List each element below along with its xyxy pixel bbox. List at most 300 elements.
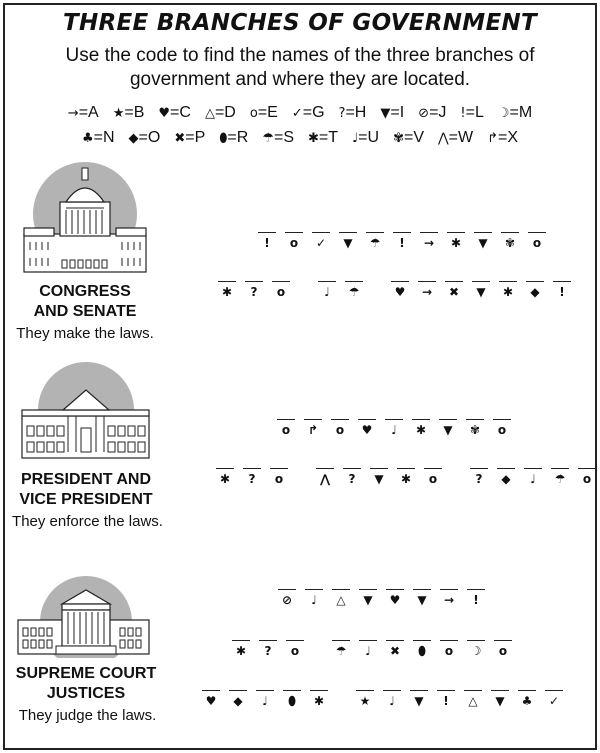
answer-line [386,589,404,590]
cipher-symbol: ◆ [233,694,243,708]
letter-blank[interactable] [386,589,404,606]
letter-blank[interactable] [243,468,261,485]
letter-blank[interactable] [424,468,442,485]
cipher-symbol: ? [250,285,258,299]
answer-line [526,281,544,282]
letter-blank[interactable] [245,281,263,298]
code-key-entry [438,129,473,147]
puzzle-row [202,690,563,707]
cipher-symbol: ! [443,694,449,708]
answer-line [258,232,276,233]
letter-blank[interactable] [305,589,323,606]
cipher-symbol: o [335,423,345,437]
answer-line [278,589,296,590]
cipher-symbol: △ [468,694,478,708]
code-symbol: ! [460,106,466,121]
puzzle-row [278,589,485,606]
cipher-symbol: o [276,285,286,299]
code-key-entry [393,129,424,147]
code-letter: =G [302,104,325,121]
letter-blank[interactable] [216,468,234,485]
code-letter: =S [273,129,294,146]
answer-line [218,281,236,282]
section-1-note: They make the laws. [16,325,154,342]
section-2-title-line1: PRESIDENT AND [20,471,152,488]
answer-line [501,232,519,233]
code-key-entry [158,104,191,122]
code-letter: =L [465,104,484,121]
answer-line [216,468,234,469]
cipher-symbol: ♩ [324,285,330,299]
answer-line [305,589,323,590]
letter-blank[interactable] [286,640,304,657]
letter-blank[interactable] [318,281,336,298]
answer-line [345,281,363,282]
letter-blank[interactable] [494,640,512,657]
puzzle-row [258,232,546,249]
cipher-symbol: o [274,472,284,486]
code-key-entry [205,104,236,122]
code-letter: =T [318,129,339,146]
letter-blank[interactable] [331,419,349,436]
cipher-symbol: o [289,236,299,250]
cipher-symbol: ♩ [262,694,268,708]
cipher-symbol: ☂ [554,472,566,486]
cipher-symbol: ♥ [394,285,406,299]
letter-blank[interactable] [551,468,569,485]
answer-line [467,589,485,590]
word-gap [297,468,307,485]
supreme-court-building-icon [16,576,151,658]
code-symbol: ✱ [307,131,319,146]
cipher-symbol: ▼ [476,285,486,299]
letter-blank[interactable] [370,468,388,485]
letter-blank[interactable] [501,232,519,249]
cipher-symbol: ? [264,644,272,658]
cipher-symbol: ✱ [221,285,233,299]
cipher-symbol: ▼ [343,236,353,250]
code-symbol: ♣ [81,131,94,146]
code-key-entry [460,104,483,122]
letter-blank[interactable] [493,419,511,436]
letter-blank[interactable] [339,232,357,249]
answer-line [528,232,546,233]
answer-line [418,281,436,282]
answer-line [413,640,431,641]
cipher-symbol: o [582,472,592,486]
answer-line [270,468,288,469]
cipher-symbol: ⊘ [281,593,293,607]
code-letter: =N [93,129,115,146]
cipher-symbol: ▼ [363,593,373,607]
cipher-symbol: ♩ [365,644,371,658]
cipher-symbol: ✖ [389,644,401,658]
code-key-entry [174,129,205,147]
section-2-title-line2: VICE PRESIDENT [19,491,153,508]
cipher-symbol: △ [336,593,346,607]
letter-blank[interactable] [218,281,236,298]
answer-line [578,468,596,469]
code-key-entry [219,129,248,147]
letter-blank[interactable] [553,281,571,298]
letter-blank[interactable] [310,690,328,707]
letter-blank[interactable] [258,232,276,249]
code-symbol: ✾ [393,131,404,146]
cipher-symbol: ★ [359,694,371,708]
letter-blank[interactable] [256,690,274,707]
instructions: Use the code to find the names of the three branches of government and where they are located. [65,45,535,90]
code-key-entry [262,129,294,147]
section-3-note: They judge the laws. [18,707,157,724]
letter-blank[interactable] [332,640,350,657]
code-symbol: ✖ [174,131,186,146]
answer-line [343,468,361,469]
answer-line [553,281,571,282]
letter-blank[interactable] [445,281,463,298]
answer-line [397,468,415,469]
letter-blank[interactable] [578,468,596,485]
answer-line [310,690,328,691]
page-title: THREE BRANCHES OF GOVERNMENT [62,10,538,36]
cipher-symbol: o [497,423,507,437]
letter-blank[interactable] [474,232,492,249]
code-key-entry [487,129,518,147]
answer-line [545,690,563,691]
answer-line [331,419,349,420]
letter-blank[interactable] [386,640,404,657]
code-symbol: △ [204,106,215,121]
code-symbol: ↱ [487,131,499,146]
word-gap [337,690,347,707]
cipher-symbol: ♩ [389,694,395,708]
code-symbol: ♩ [352,131,359,146]
cipher-symbol: ♣ [521,694,533,708]
cipher-symbol: → [443,593,455,607]
letter-blank[interactable] [332,589,350,606]
letter-blank[interactable] [418,281,436,298]
code-key-entry [498,104,532,122]
cipher-symbol: ▼ [495,694,505,708]
cipher-symbol: o [444,644,454,658]
letter-blank[interactable] [545,690,563,707]
code-letter: =A [78,104,99,121]
letter-blank[interactable] [499,281,517,298]
section-1-title [10,282,160,322]
answer-line [437,690,455,691]
cipher-symbol: ✓ [315,236,327,250]
section-3-title-line1: SUPREME COURT [15,665,157,682]
answer-line [494,640,512,641]
code-letter: =E [257,104,278,121]
code-symbol: o [249,106,258,121]
code-letter: =X [498,129,519,146]
code-key-entry [113,104,145,122]
letter-blank[interactable] [356,690,374,707]
code-key-entry [292,104,325,122]
code-symbol: ? [338,106,346,121]
cipher-symbol: ▼ [414,694,424,708]
code-symbol: ✓ [291,106,303,121]
code-letter: =H [345,104,367,121]
answer-line [447,232,465,233]
cipher-symbol: ▼ [417,593,427,607]
cipher-symbol: ✾ [469,423,481,437]
cipher-symbol: ♥ [361,423,373,437]
answer-line [332,589,350,590]
answer-line [285,232,303,233]
cipher-symbol: ⬮ [418,644,426,658]
cipher-symbol: ☂ [335,644,347,658]
answer-line [366,232,384,233]
code-letter: =C [170,104,191,121]
letter-blank[interactable] [259,640,277,657]
answer-line [332,640,350,641]
cipher-symbol: ☂ [369,236,381,250]
cipher-symbol: ⬮ [288,694,296,708]
answer-line [472,281,490,282]
letter-blank[interactable] [277,419,295,436]
letter-blank[interactable] [359,589,377,606]
code-symbol: ☂ [262,131,274,146]
letter-blank[interactable] [420,232,438,249]
answer-line [283,690,301,691]
word-gap [372,281,382,298]
answer-line [358,419,376,420]
letter-blank[interactable] [467,589,485,606]
cipher-symbol: ✓ [548,694,560,708]
cipher-symbol: ✱ [313,694,325,708]
code-key-row-1 [0,104,600,122]
cipher-symbol: ! [399,236,405,250]
letter-blank[interactable] [391,281,409,298]
cipher-symbol: ◆ [501,472,511,486]
answer-line [312,232,330,233]
answer-line [385,419,403,420]
cipher-symbol: ✱ [219,472,231,486]
letter-blank[interactable] [278,589,296,606]
cipher-symbol: o [290,644,300,658]
answer-line [245,281,263,282]
letter-blank[interactable] [393,232,411,249]
letter-blank[interactable] [524,468,542,485]
cipher-symbol: ☽ [470,644,482,658]
code-symbol: ◆ [128,131,139,146]
cipher-symbol: ♩ [530,472,536,486]
puzzle-row [277,419,511,436]
answer-line [493,419,511,420]
code-letter: =J [429,104,447,121]
answer-line [229,690,247,691]
code-letter: =O [138,129,161,146]
letter-blank[interactable] [272,281,290,298]
cipher-symbol: ♩ [391,423,397,437]
letter-blank[interactable] [270,468,288,485]
letter-blank[interactable] [410,690,428,707]
cipher-symbol: → [421,285,433,299]
answer-line [386,640,404,641]
code-key-entry [129,129,161,147]
cipher-symbol: ▼ [443,423,453,437]
section-1-title-line2: AND SENATE [33,303,137,320]
word-gap [451,468,461,485]
letter-blank[interactable] [466,419,484,436]
code-symbol: → [67,106,79,121]
letter-blank[interactable] [232,640,250,657]
letter-blank[interactable] [283,690,301,707]
letter-blank[interactable] [345,281,363,298]
section-2-title [6,470,166,510]
letter-blank[interactable] [440,640,458,657]
code-key-entry [352,129,379,147]
letter-blank[interactable] [497,468,515,485]
code-symbol: ⊘ [418,106,430,121]
answer-line [391,281,409,282]
letter-blank[interactable] [412,419,430,436]
letter-blank[interactable] [470,468,488,485]
answer-line [286,640,304,641]
answer-line [318,281,336,282]
letter-blank[interactable] [202,690,220,707]
letter-blank[interactable] [447,232,465,249]
code-symbol: ⋀ [437,131,449,146]
answer-line [518,690,536,691]
code-key-entry [250,104,278,122]
word-gap [299,281,309,298]
letter-blank[interactable] [397,468,415,485]
code-key-entry [380,104,404,122]
code-key-row-2 [0,129,600,147]
cipher-symbol: ♩ [311,593,317,607]
letter-blank[interactable] [312,232,330,249]
letter-blank[interactable] [439,419,457,436]
cipher-symbol: o [428,472,438,486]
cipher-symbol: ✾ [504,236,516,250]
answer-line [524,468,542,469]
letter-blank[interactable] [526,281,544,298]
letter-blank[interactable] [358,419,376,436]
code-letter: =P [185,129,206,146]
answer-line [445,281,463,282]
cipher-symbol: → [423,236,435,250]
answer-line [410,690,428,691]
cipher-symbol: o [532,236,542,250]
cipher-symbol: ↱ [307,423,319,437]
answer-line [464,690,482,691]
cipher-symbol: ⋀ [319,472,331,486]
puzzle-row [216,468,596,485]
letter-blank[interactable] [413,589,431,606]
answer-line [440,589,458,590]
section-2-note: They enforce the laws. [12,513,163,530]
cipher-symbol: ✱ [415,423,427,437]
code-key-entry [68,104,99,122]
cipher-symbol: ! [473,593,479,607]
cipher-symbol: ✱ [450,236,462,250]
answer-line [470,468,488,469]
answer-line [370,468,388,469]
code-key-entry [308,129,338,147]
code-symbol: ▼ [380,106,391,121]
letter-blank[interactable] [472,281,490,298]
code-letter: =W [448,129,474,146]
letter-blank[interactable] [437,690,455,707]
answer-line [497,468,515,469]
letter-blank[interactable] [385,419,403,436]
answer-line [277,419,295,420]
letter-blank[interactable] [366,232,384,249]
code-symbol: ★ [112,106,125,121]
cipher-symbol: ? [475,472,483,486]
answer-line [202,690,220,691]
code-letter: =R [227,129,249,146]
answer-line [412,419,430,420]
cipher-symbol: ✖ [448,285,460,299]
answer-line [232,640,250,641]
letter-blank[interactable] [285,232,303,249]
cipher-symbol: ▼ [374,472,384,486]
answer-line [424,468,442,469]
letter-blank[interactable] [359,640,377,657]
cipher-symbol: ✱ [400,472,412,486]
code-letter: =M [509,104,533,121]
cipher-symbol: ? [348,472,356,486]
code-key-entry [339,104,367,122]
answer-line [316,468,334,469]
answer-line [420,232,438,233]
letter-blank[interactable] [518,690,536,707]
letter-blank[interactable] [464,690,482,707]
cipher-symbol: ▼ [478,236,488,250]
cipher-symbol: ☂ [348,285,360,299]
answer-line [359,640,377,641]
letter-blank[interactable] [467,640,485,657]
answer-line [359,589,377,590]
answer-line [466,419,484,420]
letter-blank[interactable] [491,690,509,707]
code-key-entry [82,129,115,147]
code-symbol: ☽ [497,106,510,121]
cipher-symbol: ✱ [502,285,514,299]
letter-blank[interactable] [383,690,401,707]
answer-line [383,690,401,691]
answer-line [491,690,509,691]
cipher-symbol: o [281,423,291,437]
section-3-title [6,664,166,704]
letter-blank[interactable] [304,419,322,436]
code-symbol: ♥ [158,106,171,121]
cipher-symbol: ♥ [205,694,217,708]
letter-blank[interactable] [316,468,334,485]
answer-line [304,419,322,420]
cipher-symbol: ! [264,236,270,250]
answer-line [474,232,492,233]
answer-line [259,640,277,641]
section-1-title-line1: CONGRESS [39,283,131,300]
code-letter: =U [358,129,380,146]
letter-blank[interactable] [229,690,247,707]
letter-blank[interactable] [440,589,458,606]
cipher-symbol: ◆ [530,285,540,299]
letter-blank[interactable] [343,468,361,485]
capitol-building-icon [20,162,150,277]
cipher-symbol: ✱ [235,644,247,658]
letter-blank[interactable] [528,232,546,249]
puzzle-row [218,281,571,298]
code-symbol: ⬮ [219,131,228,146]
answer-line [356,690,374,691]
code-letter: =B [124,104,145,121]
letter-blank[interactable] [413,640,431,657]
